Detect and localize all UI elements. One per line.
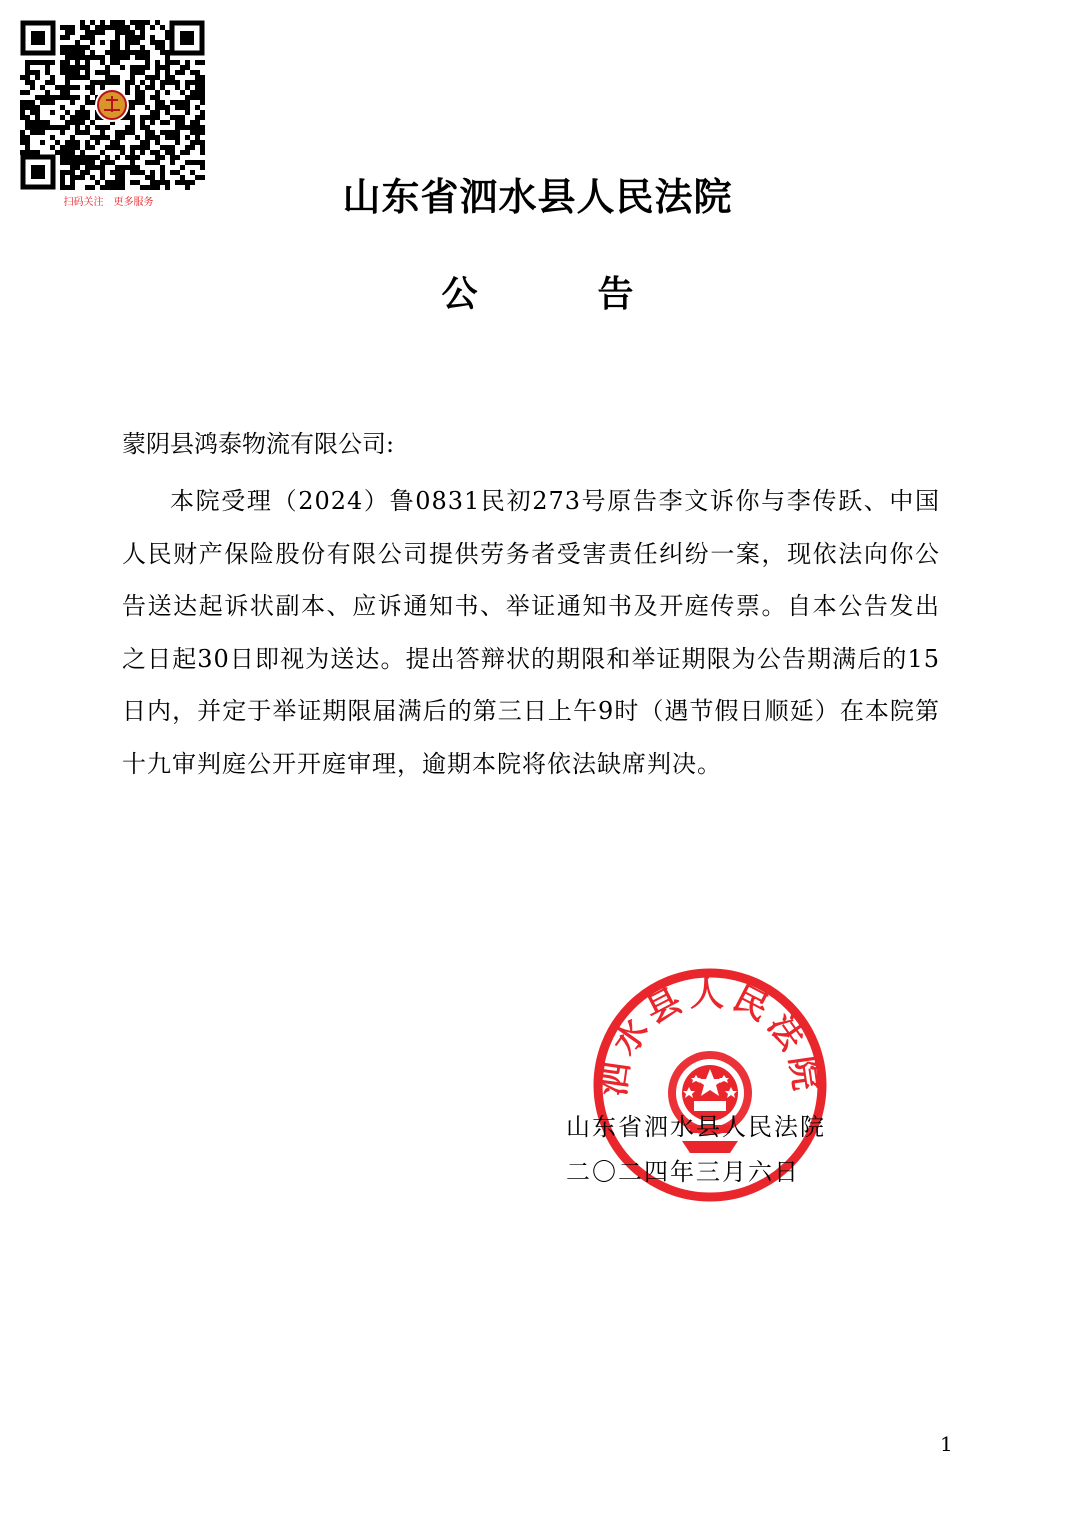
qr-caption: 扫码关注 更多服务 (63, 197, 154, 208)
qr-code-icon (20, 20, 205, 190)
seal-text: 泗水县人民法院 (593, 974, 827, 1099)
court-title: 山东省泗水县人民法院 (342, 174, 733, 219)
signature-date: 二〇二四年三月六日 (566, 1158, 800, 1186)
body-paragraph: 本院受理（2024）鲁0831民初273号原告李文诉你与李传跃、中国人民财产保险股份有限公司提供劳务者受害责任纠纷一案，现依法向你公告送达起诉状副本、应诉通知书、举证通知书及开庭传票。自本公告发出之日起30日即视为送达。提出答辩状的期限和举证期限为公告期满后的15日内，并定于举证期限届满后的第三日上午9时（遇节假日顺延）在本院第十九审判庭公开开庭审理，逾期本院将依法缺席判决。 (122, 487, 940, 778)
recipient: 蒙阴县鸿泰物流有限公司: (122, 430, 395, 458)
signature-court-name: 山东省泗水县人民法院 (566, 1113, 826, 1141)
document-title (0, 266, 1075, 317)
document-title-part1: 公 (441, 273, 478, 315)
page-number: 1 (940, 1432, 953, 1456)
document-title-part2: 告 (597, 273, 634, 315)
